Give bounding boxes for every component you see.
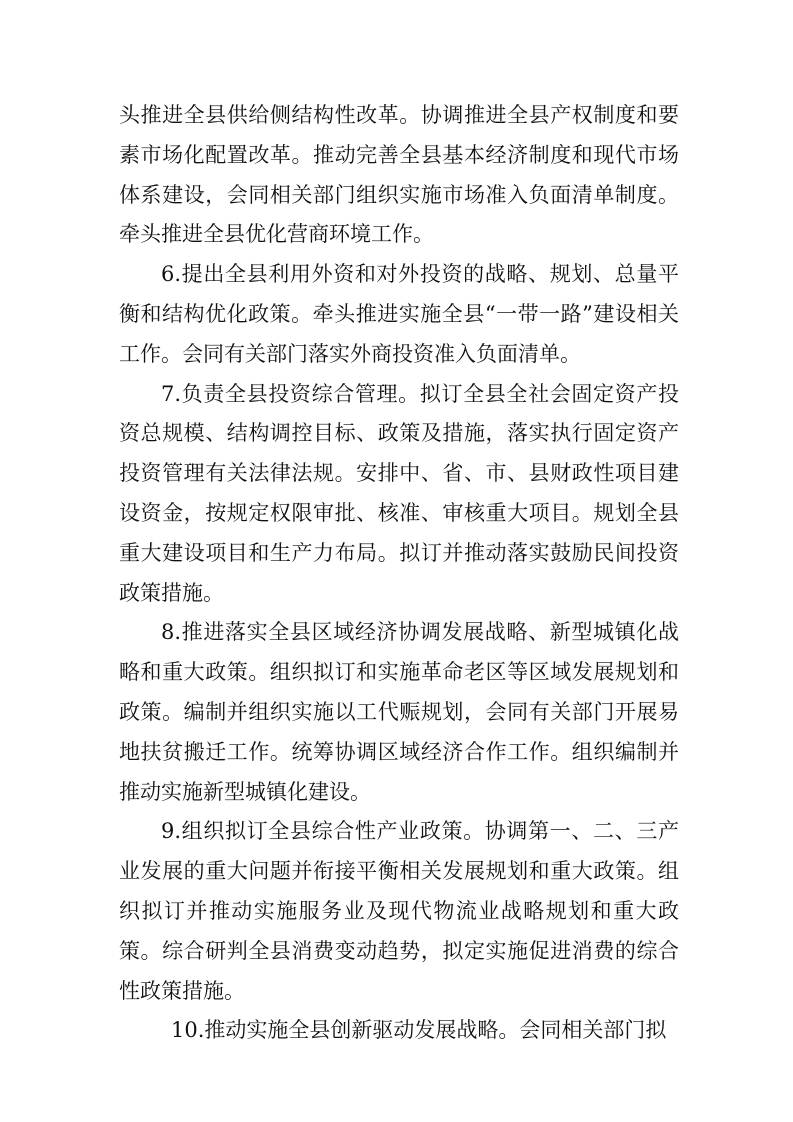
paragraph-item-7: 7.负责全县投资综合管理。拟订全县全社会固定资产投资总规模、结构调控目标、政策及措施，落实执行固定资产投资管理有关法律法规。安排中、省、市、县财政性项目建设资金，按规定权限审批、核准、审核重大项目。规划全县重大建设项目和生产力布局。拟订并推动落实鼓励民间投资政策措施。 [119,381,679,605]
paragraph-item-6: 6.提出全县利用外资和对外投资的战略、规划、总量平衡和结构优化政策。牵头推进实施全县“一带一路”建设相关工作。会同有关部门落实外商投资准入负面清单。 [119,262,679,366]
paragraph-item-10: 10.推动实施全县创新驱动发展战略。会同相关部门拟 [171,1018,667,1043]
paragraph-continuation: 头推进全县供给侧结构性改革。协调推进全县产权制度和要素市场化配置改革。推动完善全县基本经济制度和现代市场体系建设，会同相关部门组织实施市场准入负面清单制度。牵头推进全县优化营商环境工作。 [119,103,679,247]
paragraph-item-9: 9.组织拟订全县综合性产业政策。协调第一、二、三产业发展的重大问题并衔接平衡相关发展规划和重大政策。组织拟订并推动实施服务业及现代物流业战略规划和重大政策。综合研判全县消费变动趋势，拟定实施促进消费的综合性政策措施。 [119,819,679,1003]
paragraph-item-8: 8.推进落实全县区域经济协调发展战略、新型城镇化战略和重大政策。组织拟订和实施革命老区等区域发展规划和政策。编制并组织实施以工代赈规划，会同有关部门开展易地扶贫搬迁工作。统筹协调区域经济合作工作。组织编制并推动实施新型城镇化建设。 [119,620,679,804]
document-body [119,96,679,1051]
